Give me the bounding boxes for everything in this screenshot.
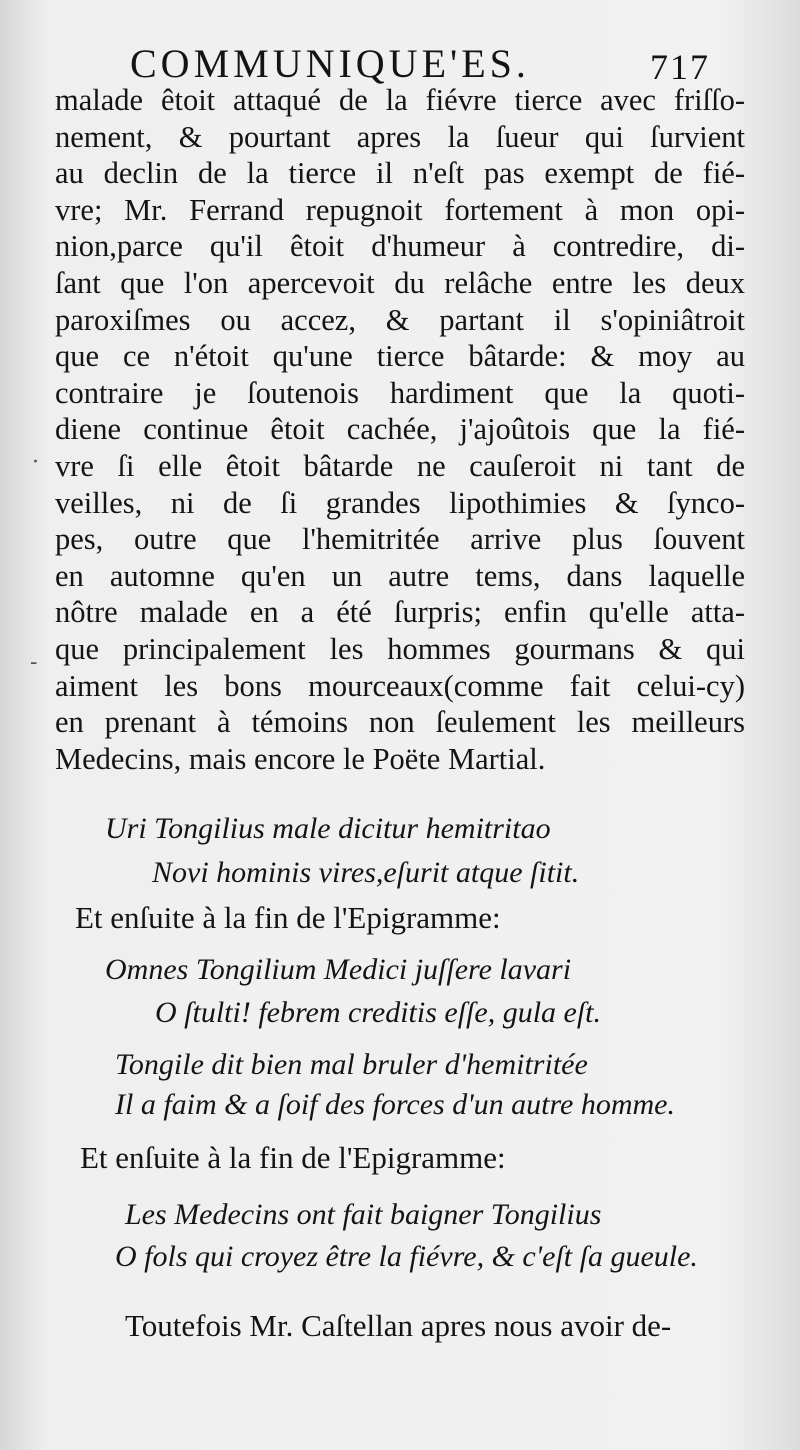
verse-line: Omnes Tongilium Medici juſſere lavari	[105, 953, 572, 986]
verse-line: Il a faim & a ſoif des forces d'un autre homme.	[115, 1088, 675, 1121]
text-line: vre; Mr. Ferrand repugnoit fortement à mon opi-	[55, 192, 745, 227]
text-line: que principalement les hommes gourmans & qui	[55, 631, 745, 666]
text-line: aiment les bons mourceaux(comme fait celui-cy)	[55, 668, 745, 703]
running-title: COMMUNIQUE'ES.	[130, 41, 530, 86]
margin-dash: -	[30, 650, 38, 675]
text-line: nion,parce qu'il êtoit d'humeur à contredire, di-	[55, 229, 745, 264]
text-line: veilles, ni de ſi grandes lipothimies & ſynco-	[55, 485, 745, 520]
text-line: en prenant à témoins non ſeulement les meilleurs	[55, 705, 745, 740]
transition-line: Et enſuite à la fin de l'Epigramme:	[75, 900, 501, 935]
text-line: paroxiſmes ou accez, & partant il s'opiniâtroit	[55, 302, 745, 337]
verse-line: O ſtulti! febrem creditis eſſe, gula eſt.	[155, 996, 602, 1029]
text-line: diene continue êtoit cachée, j'ajoûtois que la fié-	[55, 412, 745, 447]
margin-dot: ·	[32, 450, 39, 475]
transition-line: Et enſuite à la fin de l'Epigramme:	[80, 1140, 506, 1175]
page-number: 717	[650, 47, 710, 87]
text-line: au declin de la tierce il n'eſt pas exempt de fié-	[55, 156, 745, 191]
text-line: malade êtoit attaqué de la fiévre tierce avec friſſo-	[55, 83, 745, 117]
text-line: pes, outre que l'hemitritée arrive plus ſouvent	[55, 522, 745, 557]
text-line: que ce n'étoit qu'une tierce bâtarde: & moy au	[55, 339, 745, 374]
verse-line: Uri Tongilius male dicitur hemitritao	[105, 812, 551, 845]
main-paragraph	[55, 82, 745, 777]
text-line: en automne qu'en un autre tems, dans laquelle	[55, 558, 745, 593]
text-line: vre ſi elle êtoit bâtarde ne cauſeroit ni tant de	[55, 448, 745, 483]
verse-line: Tongile dit bien mal bruler d'hemitritée	[115, 1048, 588, 1081]
text-line: nement, & pourtant apres la ſueur qui ſurvient	[55, 119, 745, 154]
text-line: Medecins, mais encore le Poëte Martial.	[55, 741, 546, 776]
text-line: contraire je ſoutenois hardiment que la quoti-	[55, 375, 745, 410]
text-line: nôtre malade en a été ſurpris; enfin qu'elle atta-	[55, 595, 745, 630]
verse-line: O fols qui croyez être la fiévre, & c'eſt ſa gueule.	[115, 1240, 698, 1273]
closing-line: Toutefois Mr. Caſtellan apres nous avoir de-	[125, 1308, 672, 1343]
text-line: ſant que l'on apercevoit du relâche entre les deux	[55, 265, 745, 300]
verse-line: Les Medecins ont fait baigner Tongilius	[125, 1198, 602, 1231]
verse-line: Novi hominis vires,eſurit atque ſitit.	[152, 856, 580, 889]
